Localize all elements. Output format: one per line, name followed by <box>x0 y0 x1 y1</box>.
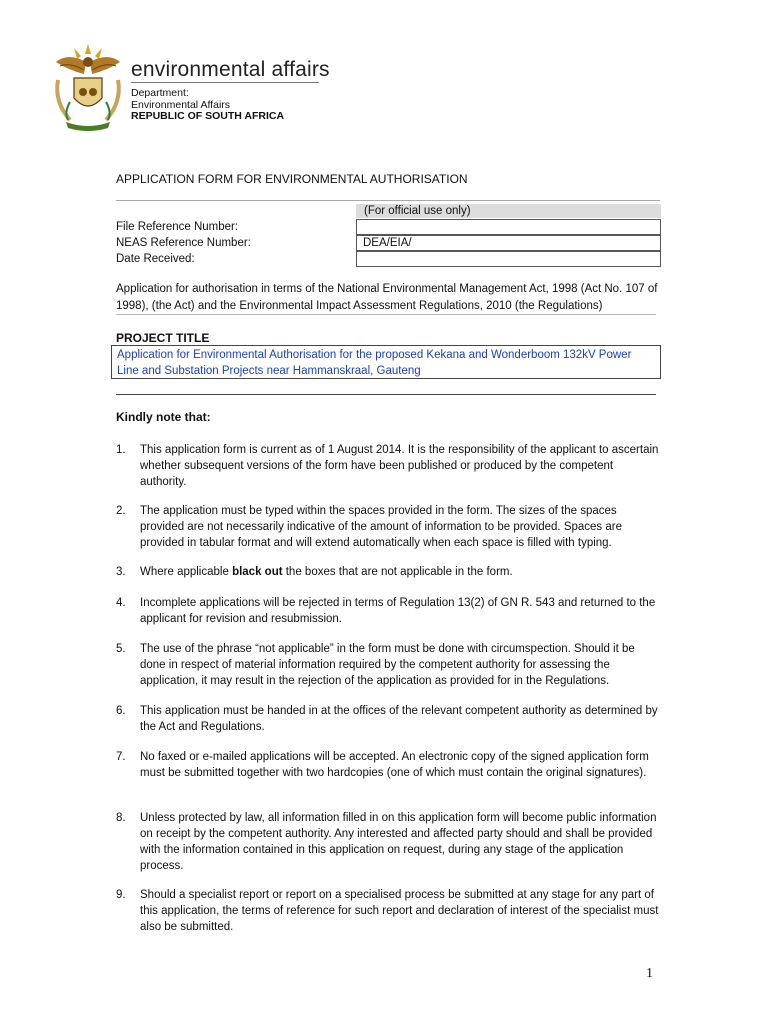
official-use-header: (For official use only) <box>356 204 661 218</box>
neas-reference-field[interactable]: DEA/EIA/ <box>356 235 661 251</box>
note-number: 5. <box>116 643 126 655</box>
note-text: This application must be handed in at the offices of the relevant competent authority as determined by the Act and Regulations. <box>140 705 658 733</box>
brand-name: environmental affairs <box>131 58 330 81</box>
dept-line-3: REPUBLIC OF SOUTH AFRICA <box>131 110 285 122</box>
note-text: Unless protected by law, all information filled in on this application form will become public information on receipt by the competent authority. Any interested and affected party should and shall be provided with the information contained in this application on request, during any stage of the application process. <box>140 812 657 872</box>
note-text-part: the boxes that are not applicable in the form. <box>282 566 513 578</box>
note-number: 9. <box>116 889 126 901</box>
intro-separator <box>116 314 656 315</box>
project-separator <box>116 394 656 395</box>
note-text: Should a specialist report or report on a specialised process be submitted at any stage for any part of this application, the terms of reference for such report and declaration of interest of the specialist must also be submitted. <box>140 889 659 933</box>
project-title-field[interactable]: Application for Environmental Authorisation for the proposed Kekana and Wonderboom 132kV Power Line and Substation Projects near Hammanskraal, Gauteng <box>111 345 661 379</box>
note-text <box>140 564 660 580</box>
project-title-heading: PROJECT TITLE <box>116 331 210 345</box>
page-number: 1 <box>646 966 653 981</box>
official-use-top-line <box>116 200 660 201</box>
note-text: Incomplete applications will be rejected in terms of Regulation 13(2) of GN R. 543 and returned to the applicant for revision and resubmission. <box>140 597 656 625</box>
note-number: 6. <box>116 705 126 717</box>
file-reference-field[interactable] <box>356 219 661 235</box>
date-received-field[interactable] <box>356 251 661 267</box>
note-number: 8. <box>116 812 126 824</box>
note-number: 7. <box>116 751 126 763</box>
note-text-bold: black out <box>232 566 283 578</box>
note-text: No faxed or e-mailed applications will be accepted. An electronic copy of the signed application form must be submitted together with two hardcopies (one of which must contain the original signatures). <box>140 751 649 779</box>
coat-of-arms-icon <box>48 40 128 132</box>
note-number: 2. <box>116 505 126 517</box>
notes-heading: Kindly note that: <box>116 410 211 424</box>
dept-line-2: Environmental Affairs <box>131 98 231 111</box>
department-text <box>131 88 284 123</box>
dept-line-1: Department: <box>131 87 189 99</box>
neas-reference-label: NEAS Reference Number: <box>116 237 251 249</box>
intro-paragraph: Application for authorisation in terms of the National Environmental Management Act, 1998 (Act No. 107 of 1998), (the Act) and the Environmental Impact Assessment Regulations, 2010 (the Regulations) <box>116 283 658 312</box>
brand-divider <box>131 82 319 83</box>
date-received-label: Date Received: <box>116 253 195 265</box>
file-reference-label: File Reference Number: <box>116 221 239 233</box>
form-title: APPLICATION FORM FOR ENVIRONMENTAL AUTHORISATION <box>116 172 468 186</box>
note-text: The use of the phrase “not applicable” in the form must be done with circumspection. Should it be done in respect of material information required by the competent authority for assessing the application, it may result in the rejection of the application as provided for in the Regulations. <box>140 643 635 687</box>
note-text: The application must be typed within the spaces provided in the form. The sizes of the spaces provided are not necessarily indicative of the amount of information to be provided. Spaces are provided in tabular format and will extend automatically when each space is filled with typing. <box>140 505 623 549</box>
note-number: 1. <box>116 444 126 456</box>
note-text-part: Where applicable <box>140 566 233 578</box>
note-number: 4. <box>116 597 126 609</box>
note-text: This application form is current as of 1 August 2014. It is the responsibility of the applicant to ascertain whether subsequent versions of the form have been published or produced by the competent authority. <box>140 444 659 488</box>
note-number: 3. <box>116 566 126 578</box>
